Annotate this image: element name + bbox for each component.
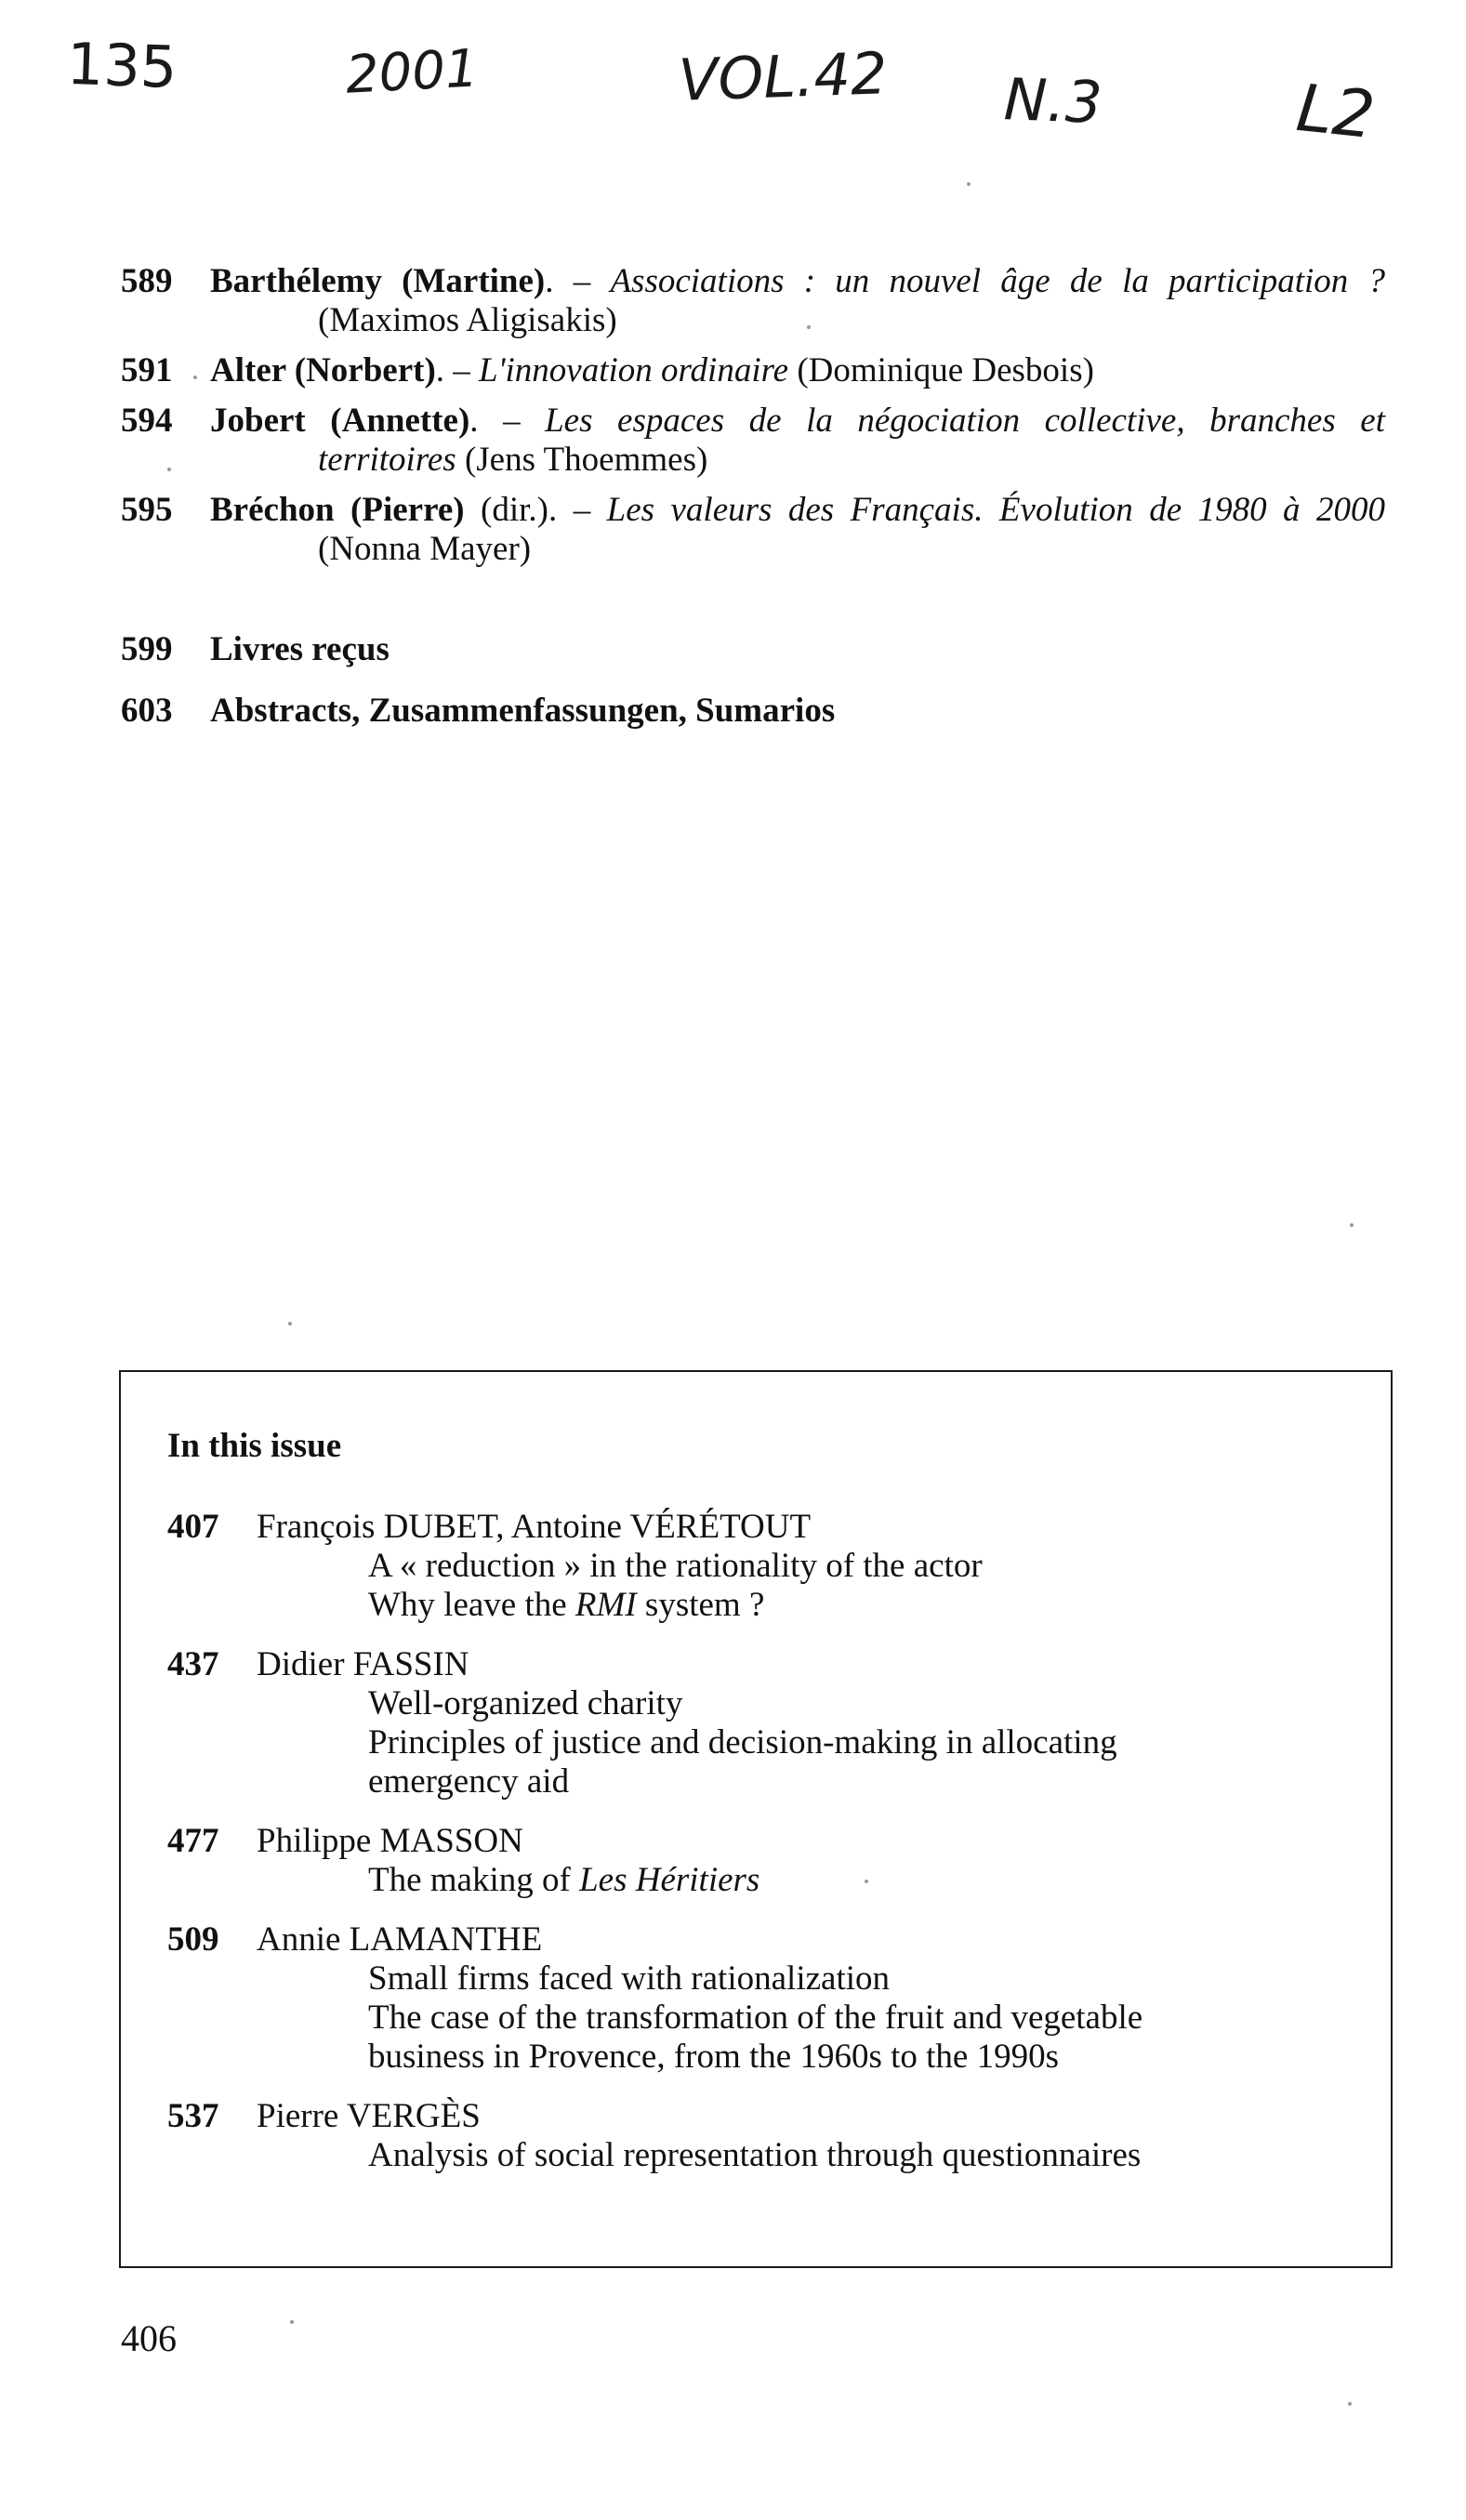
handwritten-year: 2001 — [344, 38, 481, 106]
handwritten-issue-number: N.3 — [1002, 65, 1103, 137]
review-author: Jobert (Annette) — [210, 402, 470, 440]
entry-separator: . – — [469, 402, 546, 440]
handwritten-reference-number: 135 — [65, 29, 178, 102]
review-reviewer: (Jens Thoemmes) — [464, 441, 708, 479]
review-reviewer: (Maximos Aligisakis) — [318, 301, 617, 339]
article-subtitle-text-end: system ? — [636, 1586, 765, 1624]
review-reviewer: (Nonna Mayer) — [318, 530, 532, 568]
article-authors: Philippe MASSON — [257, 1822, 523, 1860]
review-book-title: Les valeurs des Français. Évolution de 1980 à 2000 — [606, 491, 1386, 529]
article-title-text: The making of — [368, 1861, 580, 1899]
article-subtitle — [257, 1586, 1339, 1625]
issue-article — [167, 2097, 1339, 2175]
page-number: 406 — [121, 2317, 177, 2359]
review-reviewer: (Dominique Desbois) — [797, 351, 1094, 389]
article-authors: Pierre VERGÈS — [257, 2097, 481, 2135]
article-page-number: 407 — [167, 1508, 219, 1546]
review-author-role: (dir.) — [464, 491, 548, 529]
review-entry — [121, 351, 1385, 390]
section-label: Livres reçus — [210, 630, 390, 668]
article-page-number: 509 — [167, 1920, 219, 1959]
entry-second-line — [210, 441, 1385, 480]
article-title: A « reduction » in the rationality of the actor — [368, 1547, 983, 1585]
review-author: Bréchon (Pierre) — [210, 491, 465, 529]
review-book-title: Les espaces de la négociation collective, branches et — [545, 402, 1385, 440]
issue-article — [167, 1920, 1339, 2077]
scan-speck — [967, 182, 971, 186]
scan-speck — [1350, 1223, 1354, 1227]
section-page-number: 599 — [121, 630, 173, 668]
book-review-list — [121, 262, 1385, 580]
scan-speck — [193, 376, 197, 379]
handwritten-shelf-mark: L2 — [1292, 69, 1379, 154]
review-book-title: Associations : un nouvel âge de la participation ? — [610, 262, 1385, 300]
article-authors: Didier FASSIN — [257, 1645, 469, 1683]
review-entry — [121, 402, 1385, 480]
entry-page-number: 591 — [121, 351, 173, 389]
entry-first-line — [210, 491, 1385, 530]
scan-speck — [865, 1880, 868, 1883]
in-this-issue-box — [119, 1370, 1393, 2268]
article-page-number: 477 — [167, 1822, 219, 1860]
issue-article — [167, 1822, 1339, 1900]
issue-article-list — [167, 1508, 1339, 2196]
review-entry — [121, 262, 1385, 340]
review-author: Barthélemy (Martine) — [210, 262, 546, 300]
section-item — [121, 630, 1385, 669]
entry-separator: . – — [545, 262, 611, 300]
article-title: Analysis of social representation through questionnaires — [368, 2136, 1142, 2174]
article-subtitle-continued: business in Provence, from the 1960s to the 1990s — [368, 2038, 1059, 2076]
scan-speck — [290, 2320, 294, 2324]
issue-box-heading: In this issue — [167, 1427, 342, 1465]
article-subtitle-acronym: RMI — [575, 1586, 637, 1624]
article-subtitle-continued: emergency aid — [368, 1762, 570, 1801]
entry-separator: . – — [548, 491, 607, 529]
entry-page-number: 594 — [121, 402, 173, 440]
section-item — [121, 692, 1385, 731]
review-book-title: L'innovation ordinaire — [479, 351, 789, 389]
review-author: Alter (Norbert) — [210, 351, 436, 389]
article-subtitle-text: Why leave the — [368, 1586, 575, 1624]
section-list — [121, 630, 1385, 753]
article-authors: Annie LAMANTHE — [257, 1920, 543, 1959]
entry-page-number: 589 — [121, 262, 173, 300]
section-label: Abstracts, Zusammenfassungen, Sumarios — [210, 692, 836, 730]
review-book-title-continued: territoires — [318, 441, 456, 479]
scan-speck — [288, 1322, 292, 1326]
entry-separator: . – — [435, 351, 480, 389]
article-title — [257, 1861, 1339, 1900]
article-page-number: 437 — [167, 1645, 219, 1683]
article-title: Small firms faced with rationalization — [368, 1959, 890, 1998]
entry-first-line — [210, 402, 1385, 441]
article-title: Well-organized charity — [368, 1684, 683, 1722]
section-page-number: 603 — [121, 692, 173, 730]
issue-article — [167, 1645, 1339, 1801]
scan-speck — [167, 468, 171, 471]
issue-article — [167, 1508, 1339, 1625]
scan-speck — [807, 325, 811, 329]
handwritten-volume: VOL.42 — [677, 39, 889, 114]
article-title-italic: Les Héritiers — [579, 1861, 760, 1899]
article-subtitle: Principles of justice and decision-making in allocating — [368, 1723, 1117, 1761]
article-subtitle: The case of the transformation of the fruit and vegetable — [368, 1999, 1143, 2037]
article-page-number: 537 — [167, 2097, 219, 2135]
entry-first-line — [210, 262, 1385, 301]
article-authors: François DUBET, Antoine VÉRÉTOUT — [257, 1508, 812, 1546]
entry-page-number: 595 — [121, 491, 173, 529]
scan-speck — [1348, 2402, 1352, 2406]
review-entry — [121, 491, 1385, 569]
entry-first-line — [210, 351, 1385, 390]
